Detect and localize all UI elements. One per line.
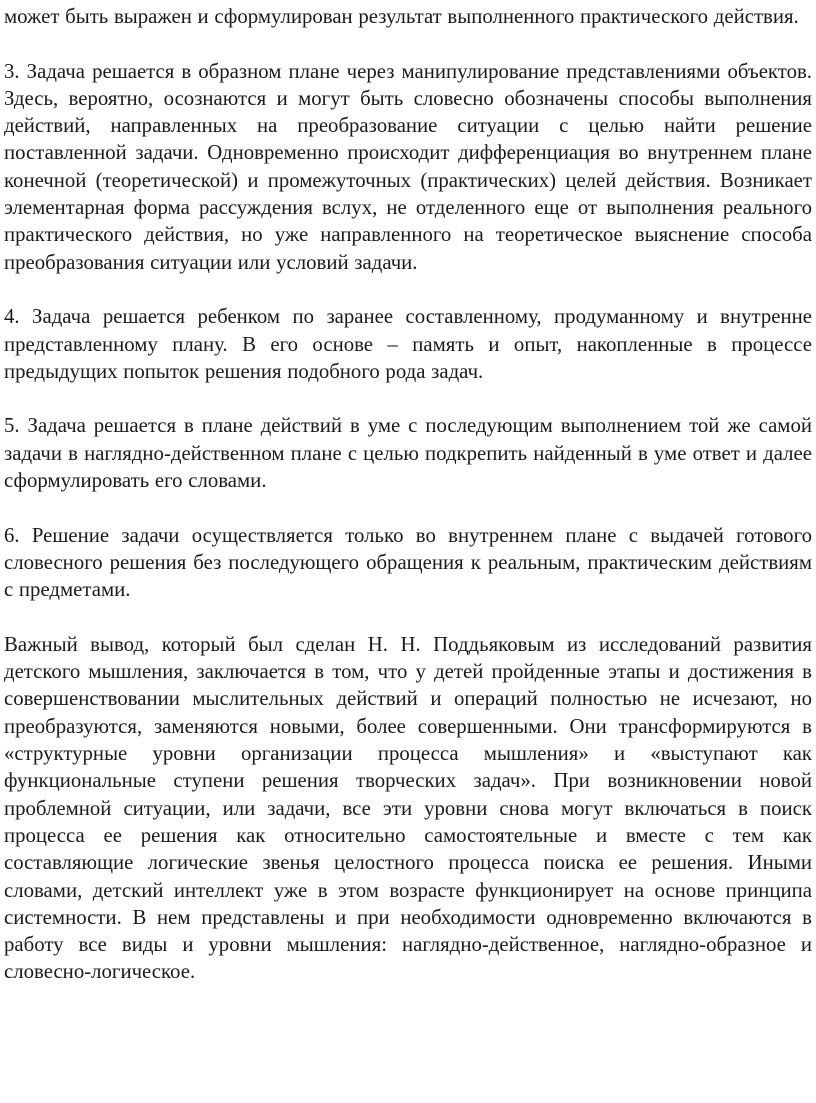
paragraph-item-5: 5. Задача решается в плане действий в уме с последующим выполнением той же самой задачи в наглядно-действенном плане с целью подкрепить найденный в уме ответ и далее сформулировать его словами. xyxy=(4,414,812,493)
paragraph-item-4: 4. Задача решается ребенком по заранее составленному, продуманному и внутренне представленному плану. В его основе – память и опыт, накопленные в процессе предыдущих попыток решения подобного рода задач. xyxy=(4,305,812,383)
paragraph-continuation: может быть выражен и сформулирован результат выполненного практического действия. xyxy=(4,5,799,28)
paragraph-item-3: 3. Задача решается в образном плане через манипулирование представлениями объектов. Здесь, вероятно, осознаются и могут быть словесно обозначены способы выполнения действий, направленных на преобразование ситуации с целью найти решение поставленной задачи. Одновременно происходит дифференциация во внутреннем плане конечной (теоретической) и промежуточных (практических) целей действия. Возникает элементарная форма рассуждения вслух, не отделенного еще от выполнения реального практического действия, но уже направленного на теоретическое выяснение способа преобразования ситуации или условий задачи. xyxy=(4,59,812,274)
paragraph-item-6: 6. Решение задачи осуществляется только во внутреннем плане с выдачей готового словесного решения без последующего обращения к реальным, практическим действиям с предметами. xyxy=(4,523,812,602)
paragraph-conclusion: Важный вывод, который был сделан Н. Н. Поддьяковым из исследований развития детского мышления, заключается в том, что у детей пройденные этапы и достижения в совершенствовании мыслительных действий и операций полностью не исчезают, но преобразуются, заменяются новыми, более совершенными. Они трансформируются в «структурные уровни организации процесса мышления» и «выступают как функциональные ступени решения творческих задач». При возникновении новой проблемной ситуации, или задачи, все эти уровни снова могут включаться в поиск процесса ее решения как относительно самостоятельные и вместе с тем как составляющие логические звенья целостного процесса поиска ее решения. Иными словами, детский интеллект уже в этом возрасте функционирует на основе принципа системности. В нем представлены и при необходимости одновременно включаются в работу все виды и уровни мышления: наглядно-действенное, наглядно-образное и словесно-логическое. xyxy=(4,632,812,984)
